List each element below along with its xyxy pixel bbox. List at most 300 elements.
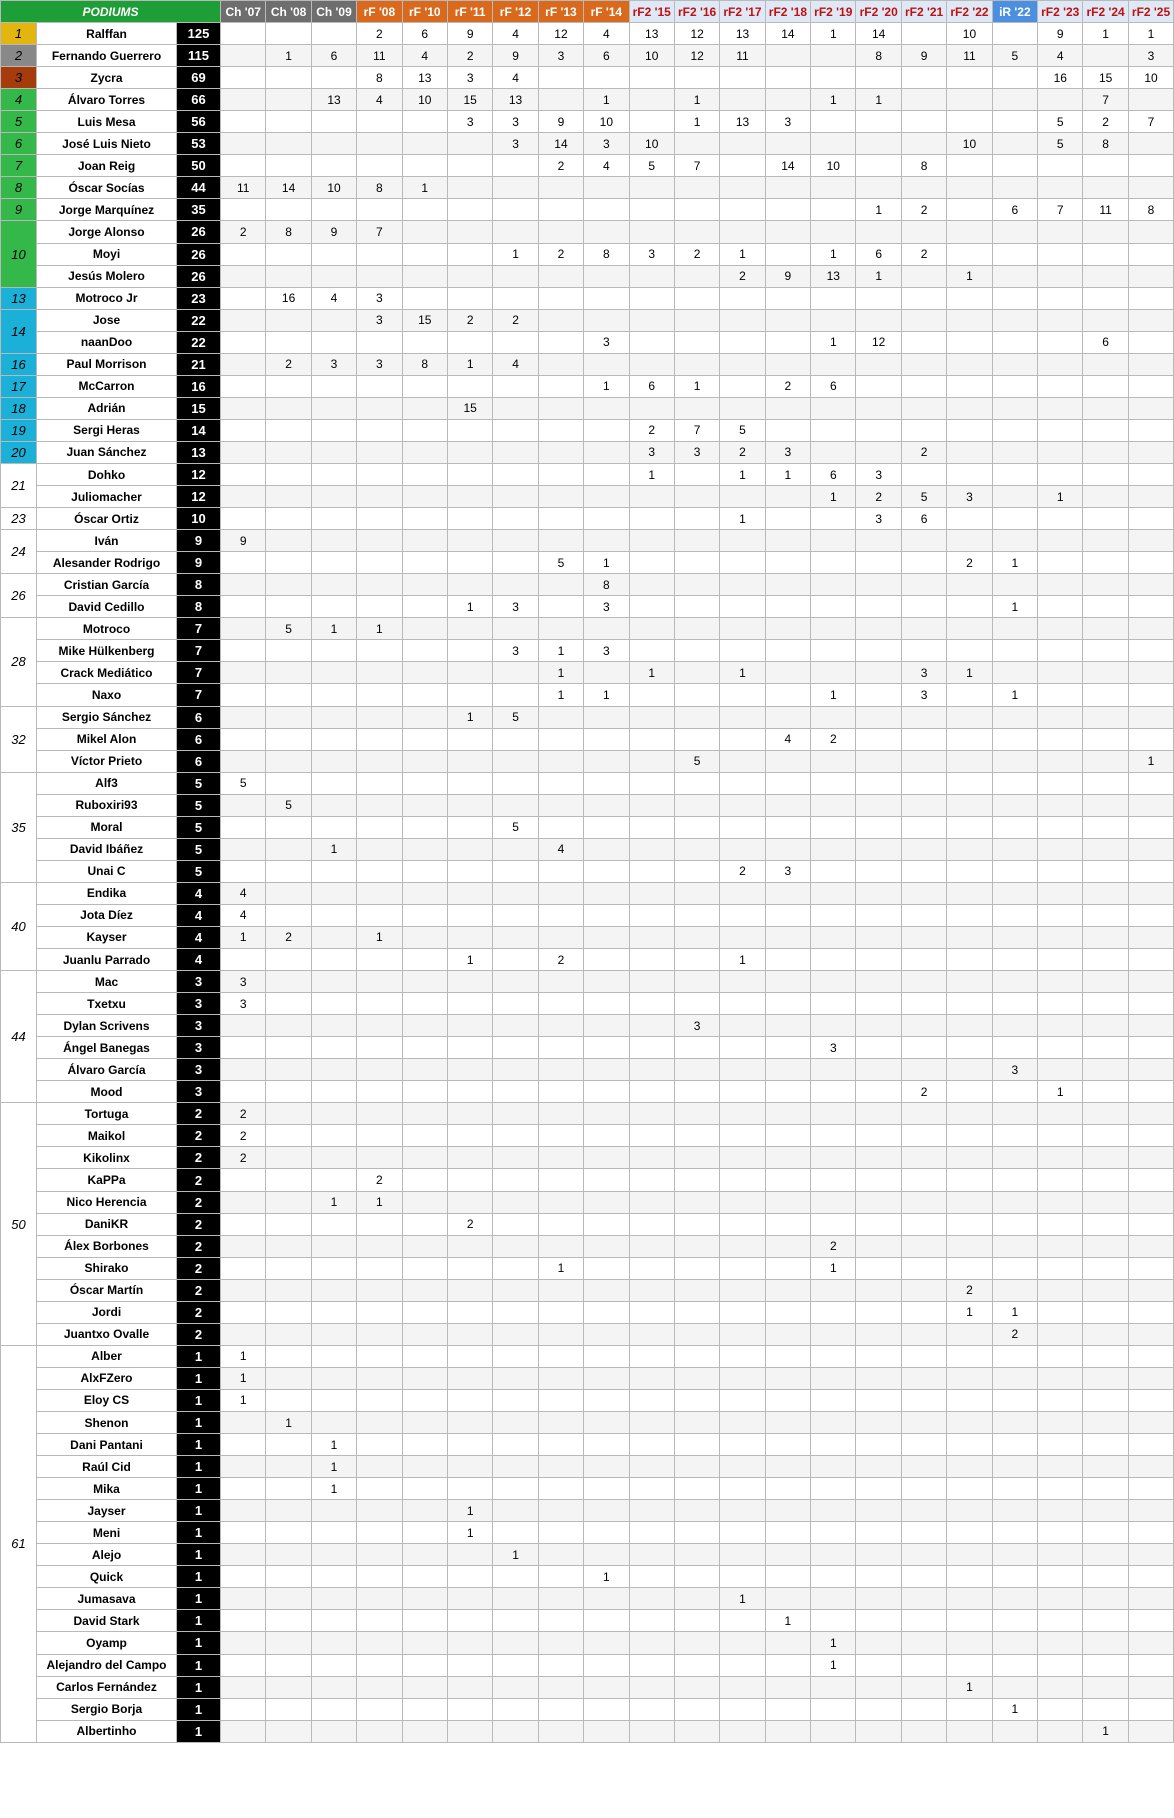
season-podium-cell: 1 <box>538 662 583 684</box>
season-podium-cell <box>1128 574 1173 596</box>
total-podiums: 21 <box>177 353 221 375</box>
season-podium-cell <box>947 1059 992 1081</box>
season-podium-cell <box>447 816 492 838</box>
season-podium-cell <box>901 949 946 971</box>
column-header: rF2 '21 <box>901 1 946 23</box>
season-podium-cell <box>447 1191 492 1213</box>
season-podium-cell <box>266 993 311 1015</box>
season-podium-cell <box>720 706 765 728</box>
season-podium-cell: 1 <box>311 618 356 640</box>
season-podium-cell <box>221 486 266 508</box>
season-podium-cell: 3 <box>221 971 266 993</box>
season-podium-cell <box>1083 243 1128 265</box>
season-podium-cell <box>1083 1279 1128 1301</box>
season-podium-cell <box>538 1389 583 1411</box>
season-podium-cell <box>357 772 402 794</box>
season-podium-cell: 1 <box>856 265 901 287</box>
season-podium-cell <box>221 508 266 530</box>
rank-cell: 24 <box>1 530 37 574</box>
season-podium-cell <box>402 1367 447 1389</box>
season-podium-cell <box>1128 1500 1173 1522</box>
season-podium-cell <box>1128 1654 1173 1676</box>
season-podium-cell: 11 <box>221 177 266 199</box>
season-podium-cell <box>493 1345 538 1367</box>
table-row <box>1 728 1174 750</box>
season-podium-cell <box>1128 706 1173 728</box>
season-podium-cell: 6 <box>311 45 356 67</box>
season-podium-cell <box>901 1676 946 1698</box>
rank-cell: 14 <box>1 309 37 353</box>
season-podium-cell <box>1083 860 1128 882</box>
season-podium-cell: 2 <box>221 1125 266 1147</box>
season-podium-cell <box>402 1323 447 1345</box>
season-podium-cell <box>266 574 311 596</box>
season-podium-cell <box>1038 640 1083 662</box>
season-podium-cell <box>765 243 810 265</box>
season-podium-cell: 2 <box>357 23 402 45</box>
season-podium-cell <box>311 486 356 508</box>
season-podium-cell: 6 <box>402 23 447 45</box>
season-podium-cell <box>1083 530 1128 552</box>
total-podiums: 2 <box>177 1213 221 1235</box>
season-podium-cell <box>992 949 1037 971</box>
season-podium-cell <box>765 816 810 838</box>
driver-name: Mike Hülkenberg <box>37 640 177 662</box>
table-row <box>1 706 1174 728</box>
season-podium-cell <box>856 596 901 618</box>
season-podium-cell <box>266 309 311 331</box>
table-row <box>1 618 1174 640</box>
season-podium-cell <box>493 1389 538 1411</box>
driver-name: Albertinho <box>37 1720 177 1742</box>
season-podium-cell <box>811 1301 856 1323</box>
season-podium-cell <box>493 441 538 463</box>
season-podium-cell <box>493 1566 538 1588</box>
season-podium-cell <box>266 1015 311 1037</box>
season-podium-cell <box>311 133 356 155</box>
driver-name: Jorge Alonso <box>37 221 177 243</box>
season-podium-cell <box>1038 1301 1083 1323</box>
season-podium-cell <box>765 1345 810 1367</box>
rank-cell: 61 <box>1 1345 37 1742</box>
season-podium-cell <box>402 265 447 287</box>
season-podium-cell <box>629 287 674 309</box>
podiums-title: PODIUMS <box>1 1 221 23</box>
season-podium-cell <box>674 1720 719 1742</box>
season-podium-cell <box>765 750 810 772</box>
season-podium-cell <box>538 1720 583 1742</box>
season-podium-cell <box>493 1434 538 1456</box>
season-podium-cell <box>1128 309 1173 331</box>
season-podium-cell <box>266 1301 311 1323</box>
season-podium-cell <box>674 287 719 309</box>
season-podium-cell: 1 <box>811 1632 856 1654</box>
season-podium-cell <box>720 1720 765 1742</box>
season-podium-cell <box>538 1456 583 1478</box>
driver-name: Jorge Marquínez <box>37 199 177 221</box>
season-podium-cell <box>402 1389 447 1411</box>
season-podium-cell <box>765 640 810 662</box>
season-podium-cell <box>402 1412 447 1434</box>
season-podium-cell <box>947 331 992 353</box>
season-podium-cell <box>584 1522 629 1544</box>
season-podium-cell <box>584 1169 629 1191</box>
season-podium-cell <box>765 1323 810 1345</box>
rank-cell: 10 <box>1 221 37 287</box>
season-podium-cell <box>1128 1632 1173 1654</box>
rank-cell: 5 <box>1 111 37 133</box>
total-podiums: 2 <box>177 1301 221 1323</box>
season-podium-cell <box>221 199 266 221</box>
season-podium-cell: 2 <box>947 552 992 574</box>
season-podium-cell <box>266 1544 311 1566</box>
season-podium-cell <box>629 882 674 904</box>
season-podium-cell <box>584 1588 629 1610</box>
season-podium-cell <box>811 1125 856 1147</box>
season-podium-cell <box>1083 508 1128 530</box>
season-podium-cell <box>947 1015 992 1037</box>
season-podium-cell <box>674 530 719 552</box>
season-podium-cell <box>720 1235 765 1257</box>
season-podium-cell <box>947 353 992 375</box>
table-row <box>1 1632 1174 1654</box>
season-podium-cell <box>584 926 629 948</box>
season-podium-cell <box>1038 508 1083 530</box>
season-podium-cell: 9 <box>538 111 583 133</box>
season-podium-cell <box>493 684 538 706</box>
season-podium-cell <box>266 904 311 926</box>
season-podium-cell <box>311 1279 356 1301</box>
season-podium-cell <box>266 1169 311 1191</box>
season-podium-cell: 4 <box>493 67 538 89</box>
season-podium-cell: 9 <box>221 530 266 552</box>
season-podium-cell <box>992 508 1037 530</box>
total-podiums: 1 <box>177 1412 221 1434</box>
season-podium-cell: 3 <box>493 133 538 155</box>
season-podium-cell <box>947 1125 992 1147</box>
season-podium-cell <box>901 1301 946 1323</box>
season-podium-cell <box>992 574 1037 596</box>
season-podium-cell <box>992 1125 1037 1147</box>
season-podium-cell <box>447 441 492 463</box>
season-podium-cell <box>674 353 719 375</box>
season-podium-cell <box>720 1125 765 1147</box>
season-podium-cell <box>720 574 765 596</box>
season-podium-cell <box>493 1632 538 1654</box>
season-podium-cell <box>674 331 719 353</box>
season-podium-cell <box>402 1544 447 1566</box>
season-podium-cell <box>493 530 538 552</box>
season-podium-cell <box>402 552 447 574</box>
season-podium-cell <box>538 1632 583 1654</box>
season-podium-cell <box>992 1213 1037 1235</box>
season-podium-cell <box>947 1500 992 1522</box>
season-podium-cell <box>1083 45 1128 67</box>
season-podium-cell <box>402 287 447 309</box>
season-podium-cell <box>447 530 492 552</box>
season-podium-cell <box>357 1037 402 1059</box>
table-row <box>1 375 1174 397</box>
season-podium-cell <box>1038 684 1083 706</box>
season-podium-cell <box>901 1610 946 1632</box>
season-podium-cell <box>674 882 719 904</box>
season-podium-cell <box>674 1037 719 1059</box>
season-podium-cell <box>765 993 810 1015</box>
season-podium-cell <box>584 1257 629 1279</box>
season-podium-cell <box>1128 926 1173 948</box>
driver-name: Paul Morrison <box>37 353 177 375</box>
season-podium-cell <box>221 353 266 375</box>
season-podium-cell <box>311 662 356 684</box>
season-podium-cell <box>402 618 447 640</box>
season-podium-cell <box>856 111 901 133</box>
season-podium-cell <box>674 1169 719 1191</box>
season-podium-cell <box>538 860 583 882</box>
season-podium-cell <box>538 1191 583 1213</box>
season-podium-cell <box>901 1544 946 1566</box>
season-podium-cell <box>992 1191 1037 1213</box>
season-podium-cell <box>447 1015 492 1037</box>
season-podium-cell <box>947 1720 992 1742</box>
season-podium-cell <box>538 993 583 1015</box>
season-podium-cell <box>447 1588 492 1610</box>
season-podium-cell <box>221 684 266 706</box>
season-podium-cell <box>1083 375 1128 397</box>
season-podium-cell <box>992 111 1037 133</box>
season-podium-cell: 1 <box>447 706 492 728</box>
driver-name: Zycra <box>37 67 177 89</box>
season-podium-cell <box>1083 1015 1128 1037</box>
season-podium-cell <box>584 1103 629 1125</box>
season-podium-cell <box>947 1191 992 1213</box>
season-podium-cell <box>765 1059 810 1081</box>
season-podium-cell <box>856 1147 901 1169</box>
season-podium-cell <box>493 1125 538 1147</box>
season-podium-cell <box>720 1103 765 1125</box>
season-podium-cell <box>311 750 356 772</box>
season-podium-cell <box>1128 728 1173 750</box>
season-podium-cell: 1 <box>221 1345 266 1367</box>
season-podium-cell <box>311 1412 356 1434</box>
season-podium-cell <box>1128 287 1173 309</box>
season-podium-cell <box>1038 419 1083 441</box>
season-podium-cell <box>811 596 856 618</box>
total-podiums: 7 <box>177 640 221 662</box>
season-podium-cell <box>992 397 1037 419</box>
season-podium-cell <box>992 1103 1037 1125</box>
season-podium-cell: 9 <box>1038 23 1083 45</box>
season-podium-cell: 1 <box>221 1389 266 1411</box>
season-podium-cell <box>901 419 946 441</box>
total-podiums: 6 <box>177 706 221 728</box>
season-podium-cell <box>357 1015 402 1037</box>
season-podium-cell <box>266 1037 311 1059</box>
season-podium-cell <box>266 949 311 971</box>
season-podium-cell <box>447 1389 492 1411</box>
season-podium-cell <box>629 993 674 1015</box>
season-podium-cell <box>1083 309 1128 331</box>
season-podium-cell <box>1038 1213 1083 1235</box>
season-podium-cell <box>856 750 901 772</box>
season-podium-cell <box>765 1257 810 1279</box>
season-podium-cell <box>266 640 311 662</box>
season-podium-cell <box>402 1345 447 1367</box>
season-podium-cell <box>447 904 492 926</box>
season-podium-cell <box>992 993 1037 1015</box>
season-podium-cell: 1 <box>856 89 901 111</box>
season-podium-cell <box>402 1500 447 1522</box>
season-podium-cell <box>1038 882 1083 904</box>
season-podium-cell <box>447 684 492 706</box>
season-podium-cell <box>1038 1367 1083 1389</box>
season-podium-cell <box>947 926 992 948</box>
season-podium-cell: 5 <box>266 618 311 640</box>
season-podium-cell <box>947 1323 992 1345</box>
table-row <box>1 1654 1174 1676</box>
season-podium-cell <box>765 596 810 618</box>
season-podium-cell <box>856 397 901 419</box>
season-podium-cell <box>1083 838 1128 860</box>
season-podium-cell <box>629 640 674 662</box>
season-podium-cell <box>992 177 1037 199</box>
season-podium-cell <box>266 133 311 155</box>
season-podium-cell: 10 <box>811 155 856 177</box>
total-podiums: 8 <box>177 596 221 618</box>
season-podium-cell <box>493 904 538 926</box>
season-podium-cell <box>311 1015 356 1037</box>
season-podium-cell <box>992 1588 1037 1610</box>
season-podium-cell <box>1128 816 1173 838</box>
table-row <box>1 949 1174 971</box>
season-podium-cell <box>629 1654 674 1676</box>
season-podium-cell <box>493 838 538 860</box>
season-podium-cell <box>538 1544 583 1566</box>
season-podium-cell <box>811 971 856 993</box>
season-podium-cell <box>674 1588 719 1610</box>
season-podium-cell <box>901 23 946 45</box>
season-podium-cell <box>447 155 492 177</box>
driver-name: Alf3 <box>37 772 177 794</box>
season-podium-cell <box>811 177 856 199</box>
season-podium-cell <box>447 1632 492 1654</box>
season-podium-cell <box>357 1345 402 1367</box>
total-podiums: 1 <box>177 1632 221 1654</box>
season-podium-cell <box>1038 1654 1083 1676</box>
season-podium-cell <box>811 949 856 971</box>
season-podium-cell <box>947 1434 992 1456</box>
season-podium-cell <box>584 463 629 485</box>
season-podium-cell <box>311 971 356 993</box>
season-podium-cell <box>538 419 583 441</box>
table-row <box>1 463 1174 485</box>
season-podium-cell <box>402 463 447 485</box>
season-podium-cell <box>402 1147 447 1169</box>
season-podium-cell <box>856 1323 901 1345</box>
driver-name: Álex Borbones <box>37 1235 177 1257</box>
season-podium-cell <box>856 1015 901 1037</box>
season-podium-cell <box>447 1676 492 1698</box>
total-podiums: 1 <box>177 1610 221 1632</box>
season-podium-cell <box>811 1323 856 1345</box>
season-podium-cell <box>629 949 674 971</box>
season-podium-cell <box>811 1434 856 1456</box>
table-row <box>1 1015 1174 1037</box>
season-podium-cell: 1 <box>584 89 629 111</box>
season-podium-cell <box>629 860 674 882</box>
season-podium-cell <box>584 1478 629 1500</box>
season-podium-cell: 3 <box>765 441 810 463</box>
table-row <box>1 1698 1174 1720</box>
season-podium-cell <box>1128 1434 1173 1456</box>
season-podium-cell <box>1128 1037 1173 1059</box>
season-podium-cell <box>538 728 583 750</box>
season-podium-cell <box>674 684 719 706</box>
season-podium-cell <box>357 574 402 596</box>
column-header: iR '22 <box>992 1 1037 23</box>
season-podium-cell: 13 <box>629 23 674 45</box>
season-podium-cell <box>765 1389 810 1411</box>
season-podium-cell <box>447 838 492 860</box>
season-podium-cell <box>720 1632 765 1654</box>
season-podium-cell: 5 <box>720 419 765 441</box>
rank-cell: 8 <box>1 177 37 199</box>
driver-name: Motroco Jr <box>37 287 177 309</box>
season-podium-cell <box>357 1588 402 1610</box>
season-podium-cell: 1 <box>720 508 765 530</box>
season-podium-cell <box>1083 772 1128 794</box>
season-podium-cell <box>1128 971 1173 993</box>
season-podium-cell <box>1038 1412 1083 1434</box>
season-podium-cell <box>765 1081 810 1103</box>
season-podium-cell <box>674 1389 719 1411</box>
season-podium-cell <box>493 772 538 794</box>
season-podium-cell <box>901 1588 946 1610</box>
table-row <box>1 1323 1174 1345</box>
season-podium-cell <box>1128 1676 1173 1698</box>
season-podium-cell <box>357 706 402 728</box>
season-podium-cell <box>1128 1345 1173 1367</box>
season-podium-cell <box>674 1235 719 1257</box>
season-podium-cell <box>856 1345 901 1367</box>
season-podium-cell <box>947 772 992 794</box>
season-podium-cell: 2 <box>947 1279 992 1301</box>
season-podium-cell <box>720 1345 765 1367</box>
season-podium-cell <box>901 1389 946 1411</box>
season-podium-cell: 9 <box>311 221 356 243</box>
season-podium-cell <box>947 287 992 309</box>
season-podium-cell <box>493 926 538 948</box>
table-row <box>1 926 1174 948</box>
season-podium-cell <box>584 772 629 794</box>
season-podium-cell <box>992 728 1037 750</box>
rank-cell: 28 <box>1 618 37 706</box>
total-podiums: 1 <box>177 1544 221 1566</box>
season-podium-cell <box>992 1478 1037 1500</box>
season-podium-cell <box>447 993 492 1015</box>
season-podium-cell: 5 <box>493 816 538 838</box>
season-podium-cell: 2 <box>447 45 492 67</box>
season-podium-cell <box>720 221 765 243</box>
season-podium-cell <box>266 750 311 772</box>
season-podium-cell <box>1083 287 1128 309</box>
season-podium-cell <box>720 1169 765 1191</box>
total-podiums: 1 <box>177 1345 221 1367</box>
season-podium-cell <box>765 353 810 375</box>
season-podium-cell <box>1083 1323 1128 1345</box>
season-podium-cell <box>266 596 311 618</box>
rank-cell: 13 <box>1 287 37 309</box>
season-podium-cell <box>811 1103 856 1125</box>
